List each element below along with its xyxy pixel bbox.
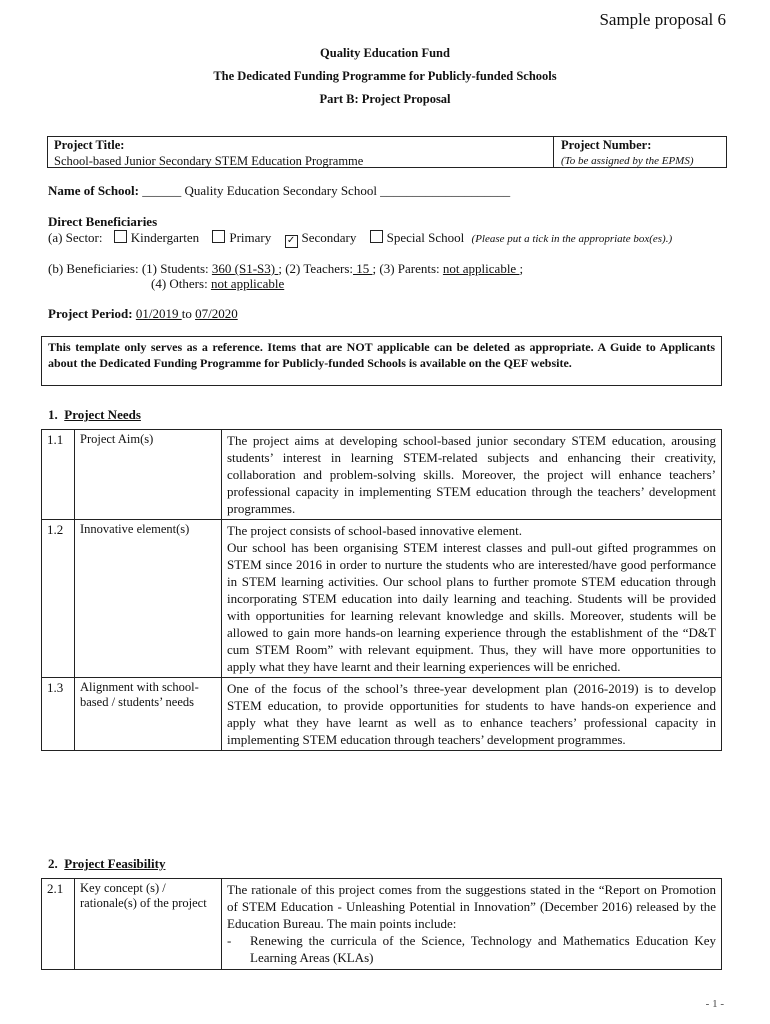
period-to: 07/2020 [195,306,238,321]
project-title-value: School-based Junior Secondary STEM Education Programme [54,154,364,168]
section1-title: Project Needs [64,407,141,422]
table-row [42,430,722,520]
sample-tag: Sample proposal 6 [599,10,726,29]
primary-label: Primary [229,230,272,245]
project-number-value: (To be assigned by the EPMS) [561,155,694,167]
row-number: 1.2 [42,520,75,678]
project-needs-table [41,429,722,751]
bullet-text: Renewing the curricula of the Science, Technology and Mathematics Education Key Learning Areas (KLAs) [250,933,716,965]
project-feasibility-table [41,878,722,970]
secondary-checkbox[interactable]: ✓ [285,235,298,248]
table-row [42,520,722,678]
others-line [151,276,284,292]
row-label: Project Aim(s) [75,430,222,520]
period-from: 01/2019 [135,306,182,321]
special-school-checkbox[interactable] [370,230,383,243]
page-number: - 1 - [705,998,724,1010]
primary-checkbox[interactable] [212,230,225,243]
sector-note: (Please put a tick in the appropriate box(es).) [471,233,673,245]
kindergarten-checkbox[interactable] [114,230,127,243]
school-name-value: ______ Quality Education Secondary School ____________________ [142,183,511,198]
section1-number: 1. [48,407,58,422]
row-label: Alignment with school-based / students’ needs [75,678,222,751]
project-title-label: Project Title: [54,138,125,152]
special-school-label: Special School [386,230,465,245]
table-row [42,678,722,751]
row-label: Key concept (s) / rationale(s) of the project [75,879,222,970]
row-text-cell [222,879,722,970]
school-name-line [48,183,510,199]
sector-label: (a) Sector: [48,230,103,245]
period-to-word: to [181,306,192,321]
parents-label: ; (3) Parents: [372,261,440,276]
bullet-item [227,932,716,966]
parents-value: not applicable [442,261,520,276]
row-text: The project consists of school-based innovative element. Our school has been organising STEM interest classes and pull-out gifted programmes on STEM since 2016 in order to nurture the students who are interested/have good performance in STEM learning activities. Our school plans to further promote STEM education through incorporating STEM education into daily learning and teaching. Students will be provided with opportunities for learning relevant knowledge and skills. Moreover, students will be allowed to gain more hands-on learning experience through the establishment of the “D&T cum STEM Room” with relevant equipment. Thus, they will have more opportunities to apply what they have learnt and their learning experiences will be enriched. [222,520,722,678]
kindergarten-label: Kindergarten [130,230,200,245]
fund-title: Quality Education Fund [320,46,450,60]
others-value: not applicable [210,276,285,291]
section2-title: Project Feasibility [64,856,166,871]
table-row [42,879,722,970]
project-title-box [47,136,727,168]
parents-end: ; [519,261,524,276]
section2-number: 2. [48,856,58,871]
sector-line [48,230,672,248]
students-count: 360 [211,261,235,276]
row-number: 1.3 [42,678,75,751]
period-label: Project Period: [48,306,133,321]
row-text: The project aims at developing school-based junior secondary STEM education, arousing students’ interest in learning STEM-related subjects and enhancing their creativity, collaboration and problem-solving skills. Moreover, the project will enhance teachers’ professional capacity in implementing STEM education through the teachers’ development programmes. [222,430,722,520]
beneficiaries-label: (b) Beneficiaries: (1) Students: [48,261,209,276]
period-line [48,306,238,322]
secondary-label: Secondary [301,230,357,245]
row-label: Innovative element(s) [75,520,222,678]
section2-heading [48,856,165,872]
row-text: The rationale of this project comes from the suggestions stated in the “Report on Promotion of STEM Education - Unleashing Potential in Innovation” (December 2016) released by the Education Bureau. The main points include: [227,882,716,931]
others-label: (4) Others: [151,276,208,291]
programme-title: The Dedicated Funding Programme for Publicly-funded Schools [213,69,557,83]
teachers-label: ; (2) Teachers: [278,261,354,276]
row-number: 1.1 [42,430,75,520]
project-number-label: Project Number: [561,138,652,152]
row-text: One of the focus of the school’s three-year development plan (2016-2019) is to develop STEM education, to provide opportunities for students to have hands-on experience and apply what they have learnt as well as to enhance teachers’ professional capacity in implementing STEM education through teachers’ development programmes. [222,678,722,751]
beneficiaries-line [48,261,523,277]
part-title: Part B: Project Proposal [319,92,451,106]
school-name-label: Name of School: [48,183,139,198]
students-level: (S1-S3) [234,261,279,276]
teachers-count: 15 [353,261,373,276]
section1-heading [48,407,141,423]
bullet-dash: - [227,933,232,948]
beneficiaries-heading: Direct Beneficiaries [48,214,158,229]
template-notice: This template only serves as a reference. Items that are NOT applicable can be deleted as appropriate. A Guide to Applicants about the Dedicated Funding Programme for Publicly-funded Schools is available on the QEF website. [41,336,722,386]
row-number: 2.1 [42,879,75,970]
